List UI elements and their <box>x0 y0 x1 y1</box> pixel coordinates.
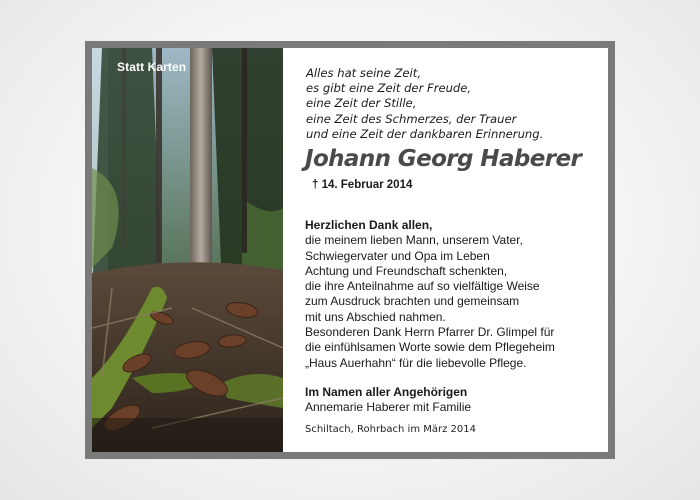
thanks-line: Besonderen Dank Herrn Pfarrer Dr. Glimpel für <box>305 325 555 340</box>
poem-line: Alles hat seine Zeit, <box>306 66 422 80</box>
signoff-heading: Im Namen aller Angehörigen <box>305 385 468 399</box>
place-date: Schiltach, Rohrbach im März 2014 <box>305 424 476 435</box>
poem-line: eine Zeit des Schmerzes, der Trauer <box>306 111 517 126</box>
text-panel <box>283 48 608 452</box>
death-date: † 14. Februar 2014 <box>312 179 413 191</box>
thanks-line: die meinem lieben Mann, unserem Vater, <box>305 233 523 248</box>
thanks-line: die einfühlsamen Worte sowie dem Pflegeheim <box>305 340 555 355</box>
thanks-line: „Haus Auerhahn“ für die liebevolle Pflege. <box>305 355 527 370</box>
statt-karten-label: Statt Karten <box>117 60 187 74</box>
thanks-line: mit uns Abschied nahmen. <box>305 309 446 324</box>
thanks-line: zum Ausdruck brachten und gemeinsam <box>305 294 520 309</box>
thanks-line: Achtung und Freundschaft schenkten, <box>305 263 508 278</box>
poem <box>306 66 543 142</box>
deceased-name: Johann Georg Haberer <box>305 146 582 172</box>
poem-line: und eine Zeit der dankbaren Erinnerung. <box>306 126 544 141</box>
signoff-names: Annemarie Haberer mit Familie <box>305 400 472 415</box>
thanks-line: Schwiegervater und Opa im Leben <box>305 248 490 263</box>
thanks-heading: Herzlichen Dank allen, <box>305 218 433 232</box>
obituary-card <box>85 41 615 459</box>
poem-line: eine Zeit der Stille, <box>306 96 417 111</box>
thanks-block <box>305 218 555 371</box>
thanks-line: die ihre Anteilnahme auf so vielfältige Weise <box>305 279 540 294</box>
signoff-block <box>305 385 471 416</box>
forest-photo <box>92 48 283 452</box>
poem-line: es gibt eine Zeit der Freude, <box>306 81 472 96</box>
